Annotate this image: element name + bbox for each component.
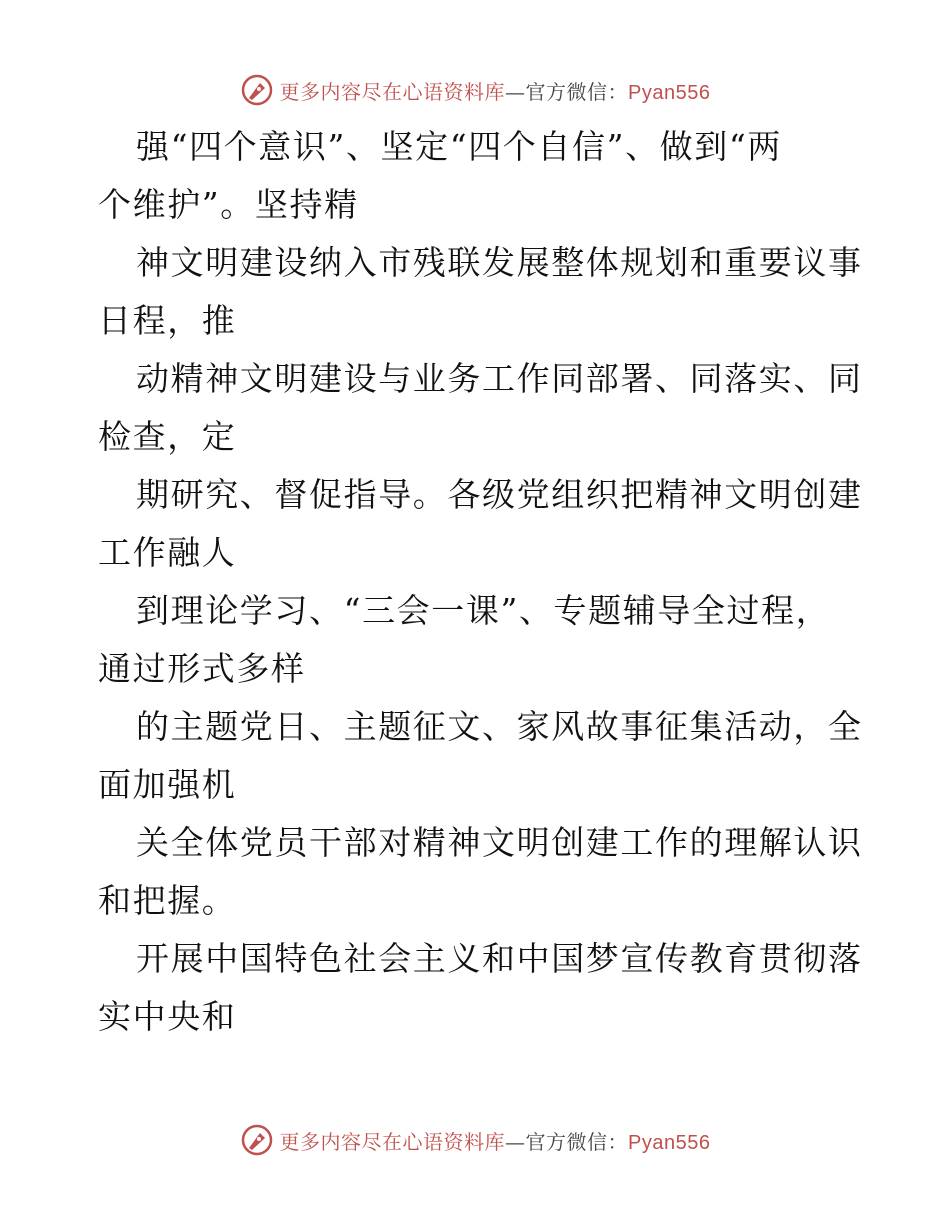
body-line: 工作融人 <box>98 533 237 572</box>
document-body <box>98 118 863 1046</box>
body-line: 神文明建设纳入市残联发展整体规划和重要议事 <box>136 243 863 282</box>
footer-banner-wechat-id: Pyan556 <box>628 1131 711 1154</box>
footer-banner-title: 更多内容尽在心语资料库 <box>279 1129 506 1154</box>
header-banner <box>0 70 950 110</box>
footer-banner-separator: — <box>505 1129 526 1154</box>
pen-nib-logo-icon <box>240 1123 274 1157</box>
body-line: 个维护”。坚持精 <box>98 185 359 224</box>
body-line: 检查，定 <box>98 417 237 456</box>
header-banner-separator: — <box>505 79 526 104</box>
body-line: 面加强机 <box>98 765 237 804</box>
body-line: 期研究、督促指导。各级党组织把精神文明创建 <box>136 475 863 514</box>
body-line: 强“四个意识”、坚定“四个自信”、做到“两 <box>136 127 782 166</box>
body-line: 开展中国特色社会主义和中国梦宣传教育贯彻落 <box>136 939 863 978</box>
body-line: 的主题党日、主题征文、家风故事征集活动，全 <box>136 707 863 746</box>
body-line: 通过形式多样 <box>98 649 306 688</box>
footer-banner-wechat-label: 官方微信： <box>525 1129 629 1154</box>
header-banner-text <box>280 76 711 105</box>
body-line: 到理论学习、“三会一课”、专题辅导全过程， <box>136 591 831 630</box>
body-line: 日程，推 <box>98 301 237 340</box>
body-line: 实中央和 <box>98 997 237 1036</box>
header-banner-wechat-label: 官方微信： <box>525 79 629 104</box>
pen-nib-logo-icon <box>240 73 274 107</box>
header-banner-wechat-id: Pyan556 <box>628 81 711 104</box>
footer-banner-text <box>280 1126 711 1155</box>
footer-banner <box>0 1120 950 1160</box>
header-banner-title: 更多内容尽在心语资料库 <box>279 79 506 104</box>
body-line: 关全体党员干部对精神文明创建工作的理解认识 <box>136 823 863 862</box>
body-line: 和把握。 <box>98 881 237 920</box>
body-line: 动精神文明建设与业务工作同部署、同落实、同 <box>136 359 863 398</box>
